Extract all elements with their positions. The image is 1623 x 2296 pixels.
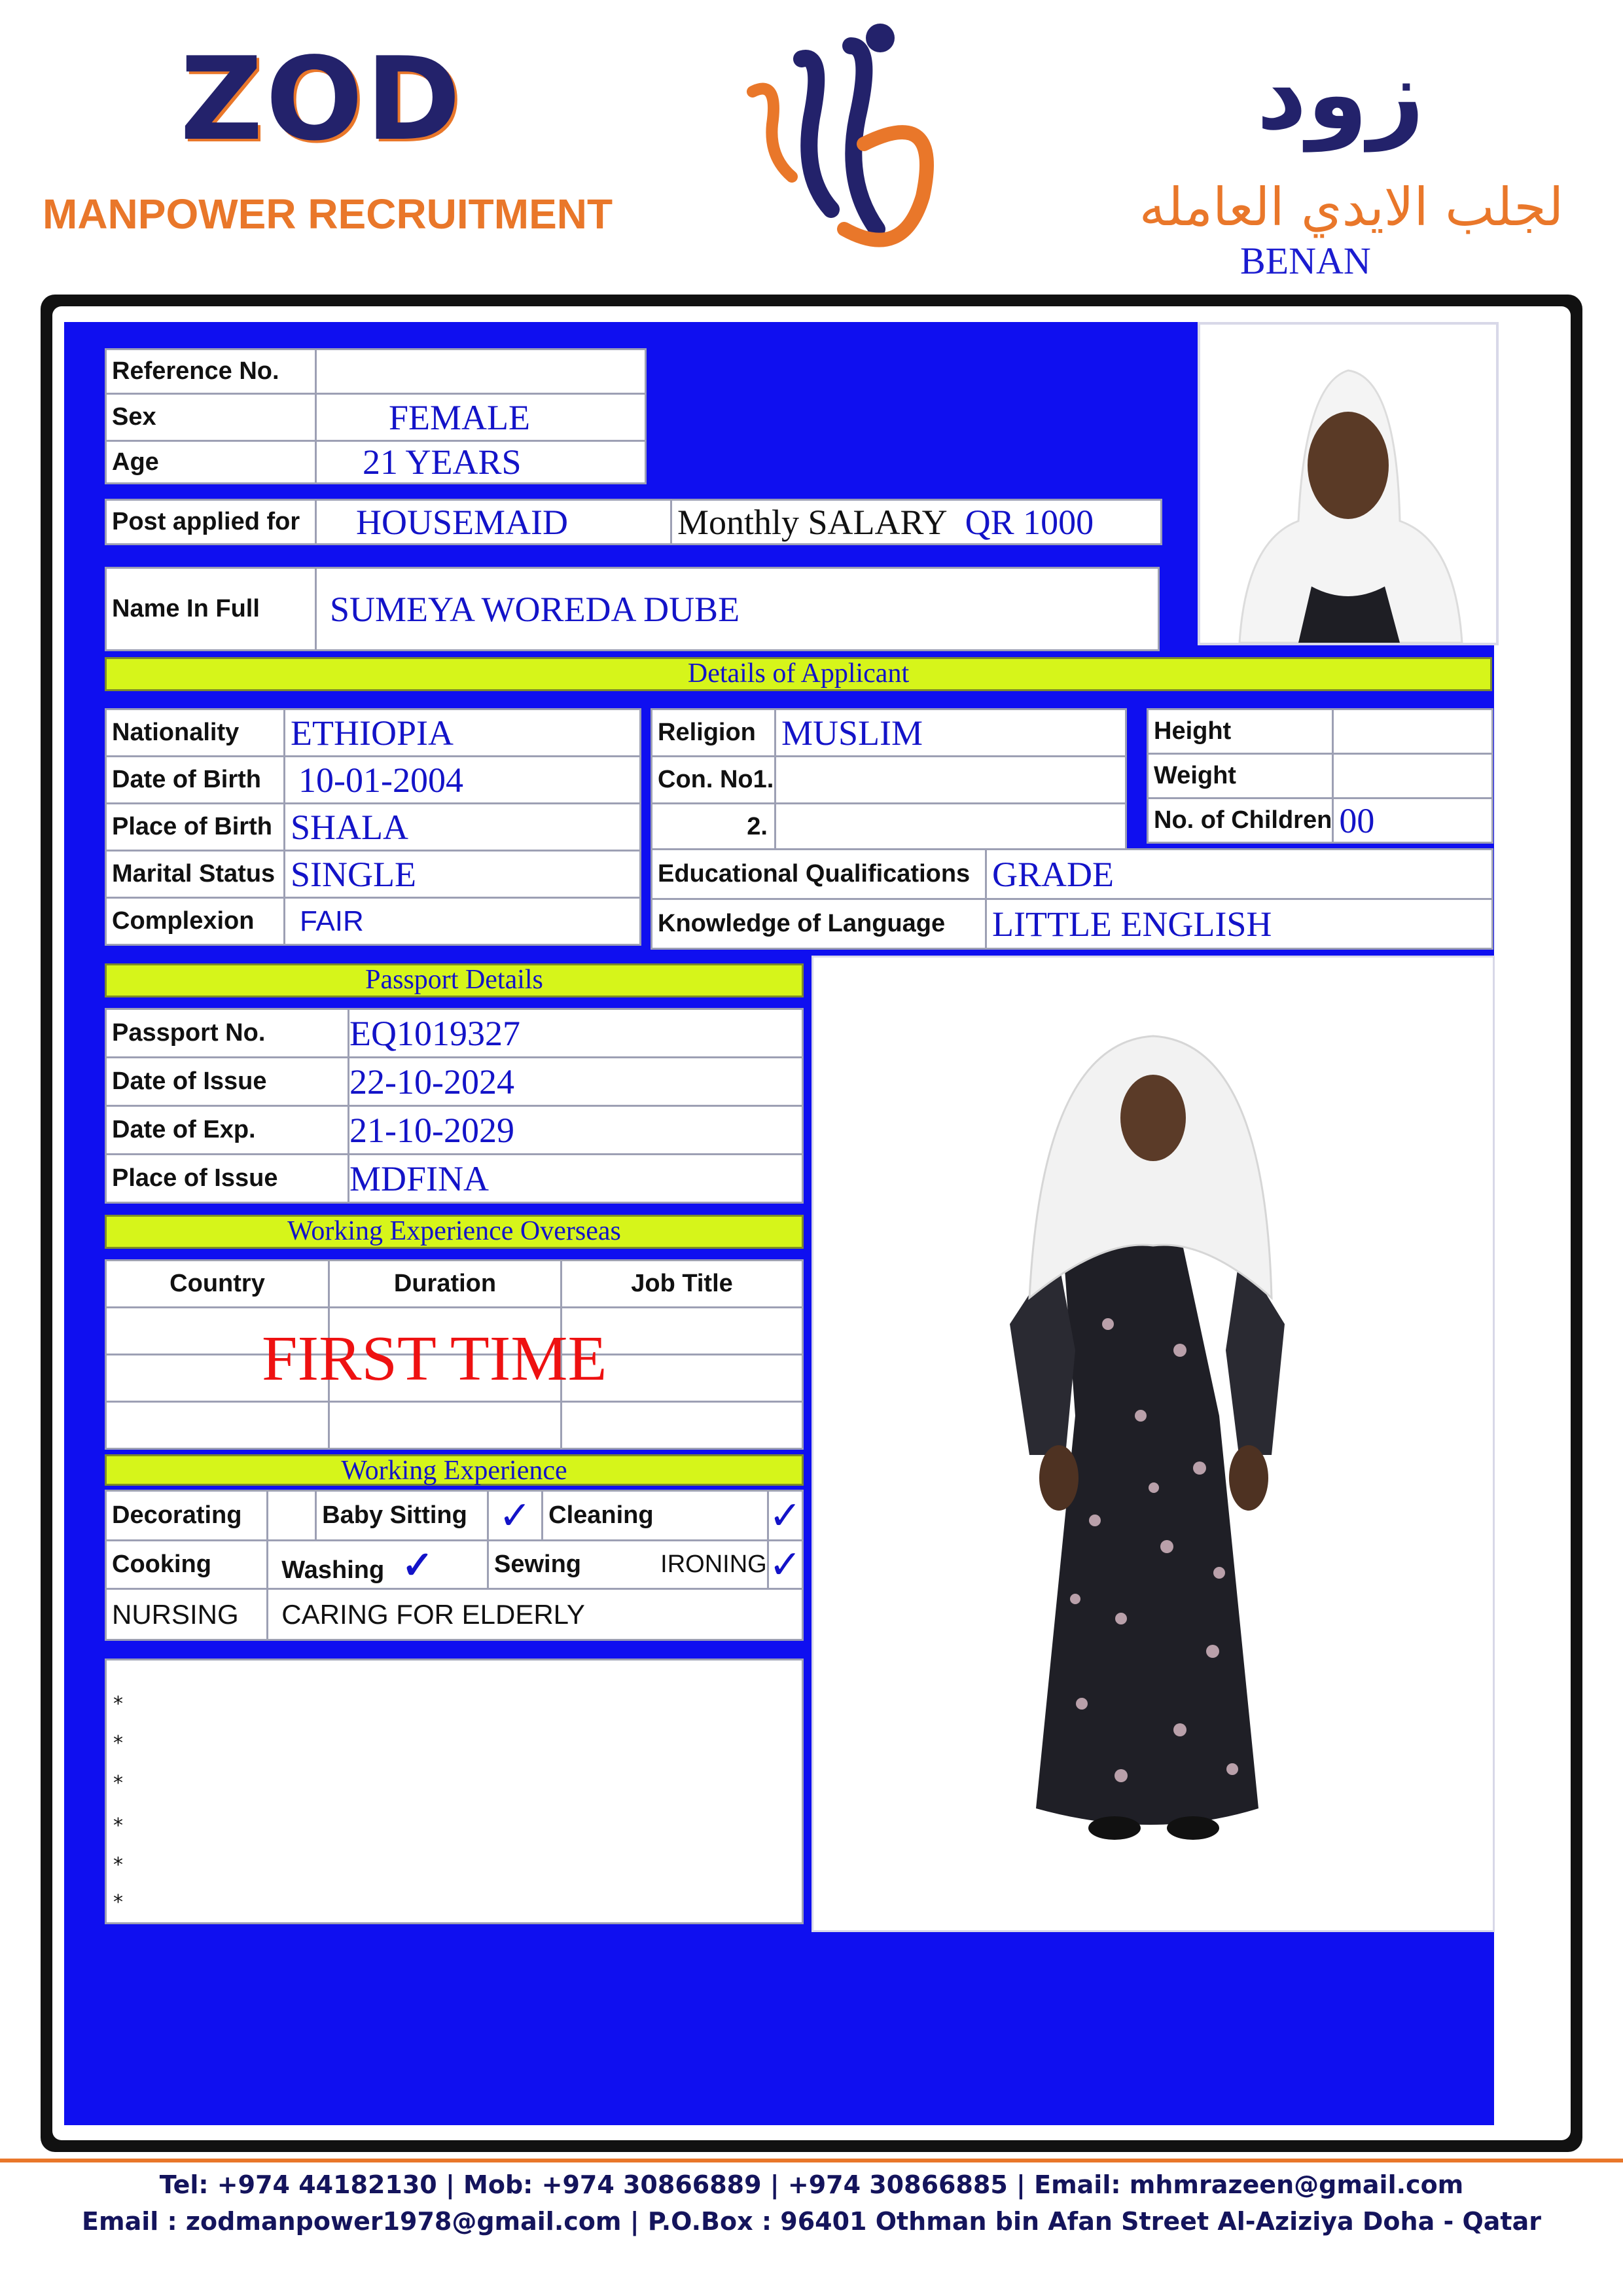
- reference-label: Reference No.: [106, 350, 316, 394]
- applicant-full-photo: [812, 956, 1495, 1932]
- passport-no-label: Passport No.: [106, 1009, 349, 1058]
- note-bullet: *: [113, 1693, 123, 1715]
- issue-place-value: MDFINA: [349, 1155, 803, 1203]
- passport-section-header: Passport Details: [105, 963, 804, 997]
- skill-cleaning: Cleaning: [543, 1491, 768, 1541]
- age-value: 21 YEARS: [316, 441, 646, 484]
- religion-label: Religion: [652, 709, 776, 757]
- washing-check-icon: ✓: [401, 1543, 434, 1587]
- height-label: Height: [1148, 709, 1333, 754]
- marital-value: SINGLE: [285, 851, 641, 898]
- salary-cell: [671, 500, 1162, 545]
- language-value: LITTLE ENGLISH: [986, 899, 1493, 949]
- salary-value: QR 1000: [965, 502, 1094, 542]
- nationality-label: Nationality: [106, 709, 285, 757]
- skills-table: [105, 1490, 804, 1641]
- applicant-portrait-photo: [1198, 322, 1499, 645]
- issue-date-value: 22-10-2024: [349, 1058, 803, 1106]
- name-value: SUMEYA WOREDA DUBE: [316, 568, 1159, 651]
- skill-elderly-care: CARING FOR ELDERLY: [268, 1589, 803, 1640]
- children-label: No. of Children: [1148, 798, 1333, 843]
- sex-label: Sex: [106, 394, 316, 441]
- religion-value: MUSLIM: [776, 709, 1126, 757]
- skill-sewing: Sewing IRONING: [488, 1541, 768, 1589]
- sex-value: FEMALE: [316, 394, 646, 441]
- footer-address: Email : zodmanpower1978@gmail.com | P.O.Box : 96401 Othman bin Afan Street Al-Aziziya Doha - Qatar: [82, 2207, 1541, 2236]
- complexion-label: Complexion: [106, 898, 285, 945]
- experience-section-header: Working Experience: [105, 1454, 804, 1486]
- footer-contacts: Tel: +974 44182130 | Mob: +974 30866889 | +974 30866885 | Email: mhmrazeen@gmail.com: [159, 2170, 1464, 2199]
- details-section-header: Details of Applicant: [105, 657, 1492, 691]
- reference-value: [316, 350, 646, 394]
- brand-logo-text: ZOD: [180, 33, 463, 166]
- post-table: [105, 499, 1162, 545]
- job-title-col-header: Job Title: [562, 1261, 803, 1308]
- brand-emblem-icon: [733, 13, 942, 262]
- children-value: 00: [1333, 798, 1493, 843]
- education-table: [651, 848, 1493, 950]
- education-value: GRADE: [986, 850, 1493, 899]
- skill-nursing: NURSING: [106, 1589, 268, 1640]
- post-value: HOUSEMAID: [316, 500, 671, 545]
- pob-label: Place of Birth: [106, 804, 285, 851]
- expiry-date-value: 21-10-2029: [349, 1106, 803, 1155]
- education-label: Educational Qualifications: [652, 850, 986, 899]
- notes-box: [105, 1659, 804, 1924]
- personal-details-table: [105, 708, 641, 946]
- skill-baby-sitting: Baby Sitting: [316, 1491, 488, 1541]
- duration-col-header: Duration: [329, 1261, 562, 1308]
- branch-name: BENAN: [1240, 240, 1371, 282]
- ironing-check-icon: ✓: [768, 1541, 802, 1588]
- salary-label: Monthly SALARY: [677, 502, 948, 542]
- dob-value: 10-01-2004: [285, 757, 641, 804]
- issue-place-label: Place of Issue: [106, 1155, 349, 1203]
- weight-label: Weight: [1148, 754, 1333, 798]
- skill-cooking: Cooking: [106, 1541, 268, 1589]
- baby-sitting-check-icon: ✓: [488, 1491, 542, 1541]
- marital-label: Marital Status: [106, 851, 285, 898]
- dob-label: Date of Birth: [106, 757, 285, 804]
- religion-contact-table: [651, 708, 1127, 852]
- passport-table: [105, 1008, 804, 1204]
- arabic-subtitle: لجلب الايدي العامله: [1139, 177, 1564, 238]
- physical-table: [1147, 708, 1493, 844]
- issue-date-label: Date of Issue: [106, 1058, 349, 1106]
- overseas-section-header: Working Experience Overseas: [105, 1215, 804, 1249]
- age-label: Age: [106, 441, 316, 484]
- cleaning-check-icon: ✓: [768, 1491, 802, 1541]
- note-bullet: *: [113, 1732, 123, 1755]
- note-bullet: *: [113, 1891, 123, 1914]
- pob-value: SHALA: [285, 804, 641, 851]
- expiry-date-label: Date of Exp.: [106, 1106, 349, 1155]
- nationality-value: ETHIOPIA: [285, 709, 641, 757]
- skill-washing: Washing: [281, 1556, 385, 1584]
- brand-subtitle: MANPOWER RECRUITMENT: [43, 190, 613, 238]
- note-bullet: *: [113, 1814, 123, 1837]
- footer-divider: [0, 2159, 1623, 2162]
- overseas-note: FIRST TIME: [262, 1323, 607, 1394]
- contact2-label: 2.: [652, 804, 776, 851]
- basic-info-table: [105, 348, 647, 484]
- post-label: Post applied for: [106, 500, 316, 545]
- passport-no-value: EQ1019327: [349, 1009, 803, 1058]
- contact1-label: Con. No1.: [652, 757, 776, 804]
- language-label: Knowledge of Language: [652, 899, 986, 949]
- note-bullet: *: [113, 1854, 123, 1876]
- country-col-header: Country: [106, 1261, 329, 1308]
- skill-decorating: Decorating: [106, 1491, 268, 1541]
- name-table: [105, 567, 1160, 651]
- note-bullet: *: [113, 1772, 123, 1795]
- arabic-brand: زود: [1257, 38, 1425, 152]
- name-label: Name In Full: [106, 568, 316, 651]
- complexion-value: FAIR: [285, 898, 641, 945]
- skill-ironing: IRONING: [660, 1551, 767, 1578]
